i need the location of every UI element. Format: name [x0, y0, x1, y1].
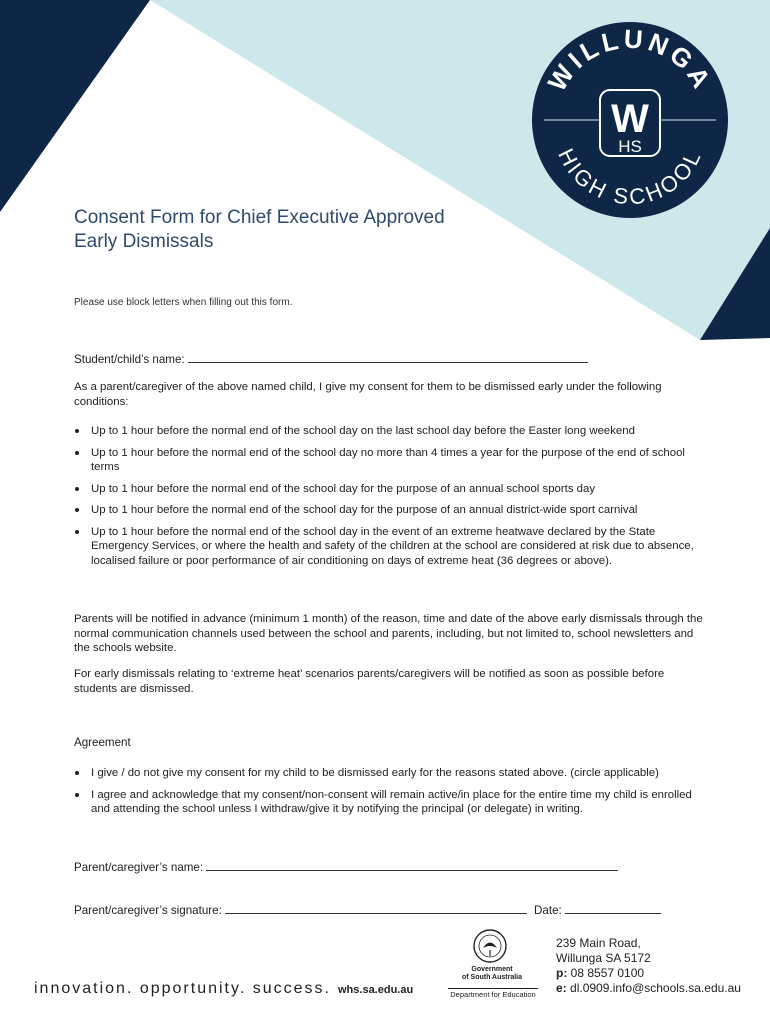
- logo-arc-bottom: HIGH SCHOOL: [553, 144, 707, 210]
- notice-paragraph: Parents will be notified in advance (minimum 1 month) of the reason, time and date of the above early dismissals through the normal communication channels used between the school and parents, including, but not limited to, school newsletters and the schools website.: [74, 613, 703, 654]
- intro-paragraph: As a parent/caregiver of the above named child, I give my consent for them to be dismissed early under the following conditions:: [74, 381, 662, 408]
- email-address[interactable]: dl.0909.info@schools.sa.edu.au: [570, 981, 741, 995]
- form-title-line-2: Early Dismissals: [74, 231, 214, 252]
- signature-label: Parent/caregiver’s signature:: [74, 904, 222, 917]
- date-field[interactable]: [565, 903, 661, 914]
- parent-name-label: Parent/caregiver’s name:: [74, 861, 204, 874]
- phone-label: p:: [556, 966, 568, 980]
- condition-item: Up to 1 hour before the normal end of the school day in the event of an extreme heatwave declared by the State Emergency Services, or where the health and safety of the children at the school are considered at risk due to absence, localised failure or poor performance of air conditioning on days of extreme heat (36 degrees or above).: [74, 525, 702, 569]
- date-label: Date:: [534, 904, 562, 917]
- signature-row: [74, 903, 661, 917]
- condition-item: Up to 1 hour before the normal end of the school day on the last school day before the Easter long weekend: [74, 424, 702, 439]
- condition-item: Up to 1 hour before the normal end of the school day for the purpose of an annual district-wide sport carnival: [74, 503, 702, 518]
- email-row: [556, 981, 741, 996]
- department-name: Department for Education: [448, 988, 538, 999]
- email-label: e:: [556, 981, 567, 995]
- form-title-line-1: Consent Form for Chief Executive Approved: [74, 207, 445, 228]
- condition-item: Up to 1 hour before the normal end of the school day for the purpose of an annual school sports day: [74, 482, 702, 497]
- heat-paragraph: For early dismissals relating to ‘extreme heat’ scenarios parents/caregivers will be notified as soon as possible before students are dismissed.: [74, 668, 665, 695]
- navy-corner-top-left: [0, 0, 150, 212]
- student-name-row: [74, 352, 588, 366]
- agreement-item-consent[interactable]: I give / do not give my consent for my child to be dismissed early for the reasons stated above. (circle applicable): [74, 766, 702, 781]
- government-name-line-2: of South Australia: [461, 974, 523, 981]
- student-name-label: Student/child’s name:: [74, 353, 185, 366]
- address-line-1: 239 Main Road,: [556, 936, 641, 950]
- signature-field[interactable]: [225, 903, 527, 914]
- agreement-heading: Agreement: [74, 736, 131, 749]
- student-name-field[interactable]: [188, 352, 588, 363]
- logo-initials: HS: [618, 137, 642, 156]
- school-website-link[interactable]: whs.sa.edu.au: [338, 984, 414, 996]
- parent-name-row: [74, 860, 618, 874]
- parent-name-field[interactable]: [206, 860, 618, 871]
- school-contact: [556, 936, 741, 996]
- government-name: [452, 966, 532, 982]
- agreement-item-acknowledge: I agree and acknowledge that my consent/non-consent will remain active/in place for the entire time my child is enrolled and attending the school unless I withdraw/give it by notifying the principal (or delegate) in writing.: [74, 788, 702, 817]
- phone-row: [556, 966, 741, 981]
- school-logo: [530, 20, 730, 220]
- condition-item: Up to 1 hour before the normal end of the school day no more than 4 times a year for the purpose of the end of school terms: [74, 446, 702, 475]
- address-line-2: Willunga SA 5172: [556, 951, 651, 965]
- form-title: [74, 206, 554, 254]
- government-name-line-1: Government: [471, 966, 513, 973]
- school-tagline: innovation. opportunity. success.: [34, 980, 331, 997]
- agreement-list: [74, 766, 702, 824]
- logo-arc-top: WILLUNGA: [541, 23, 719, 97]
- phone-number: 08 8557 0100: [570, 966, 645, 980]
- block-letters-note: Please use block letters when filling out this form.: [74, 297, 293, 308]
- logo-monogram: W: [611, 97, 649, 141]
- government-crest-icon: [470, 928, 510, 964]
- conditions-list: [74, 424, 702, 575]
